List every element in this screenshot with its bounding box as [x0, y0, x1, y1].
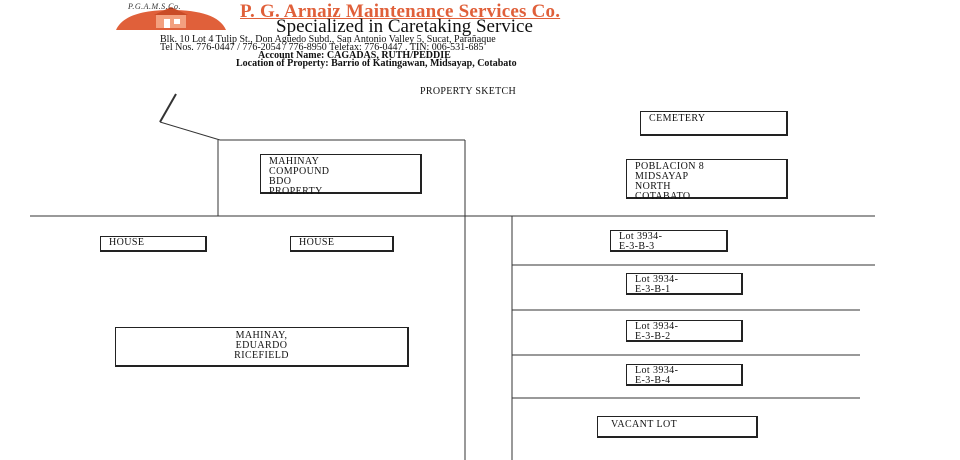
- tagline: Specialized in Caretaking Service: [276, 16, 533, 37]
- cemetery-box: CEMETERY: [640, 111, 788, 136]
- company-contact: Tel Nos. 776-0447 / 776-2054 / 776-8950 Telefax: 776-0447 . TIN: 006-531-685: [160, 42, 484, 53]
- lot-b2-box: Lot 3934- E-3-B-2: [626, 320, 743, 342]
- mahinay-ricefield-box: MAHINAY, EDUARDO RICEFIELD: [115, 327, 409, 367]
- lot-b3-box: Lot 3934- E-3-B-3: [610, 230, 728, 252]
- property-location: Location of Property: Barrio of Katingawan, Midsayap, Cotabato: [236, 58, 517, 69]
- poblacion-box: POBLACION 8 MIDSAYAP NORTH COTABATO: [626, 159, 788, 199]
- lot-b1-box: Lot 3934- E-3-B-1: [626, 273, 743, 295]
- house-box-1: HOUSE: [100, 236, 207, 252]
- lot-b4-box: Lot 3934- E-3-B-4: [626, 364, 743, 386]
- house-box-2: HOUSE: [290, 236, 394, 252]
- logo-caption: P.G.A.M.S.Co.: [128, 2, 182, 11]
- company-name: P. G. Arnaiz Maintenance Services Co.: [240, 1, 561, 22]
- sketch-title: PROPERTY SKETCH: [420, 86, 517, 97]
- company-address: Blk. 10 Lot 4 Tulip St., Don Aguedo Subd., San Antonio Valley 5, Sucat, Parañaque: [160, 34, 496, 45]
- vacant-lot-box: VACANT LOT: [597, 416, 758, 438]
- mahinay-compound-box: MAHINAY COMPOUND BDO PROPERTY: [260, 154, 422, 194]
- account-name: Account Name: CAGADAS, RUTH/PEDDIE: [258, 50, 451, 61]
